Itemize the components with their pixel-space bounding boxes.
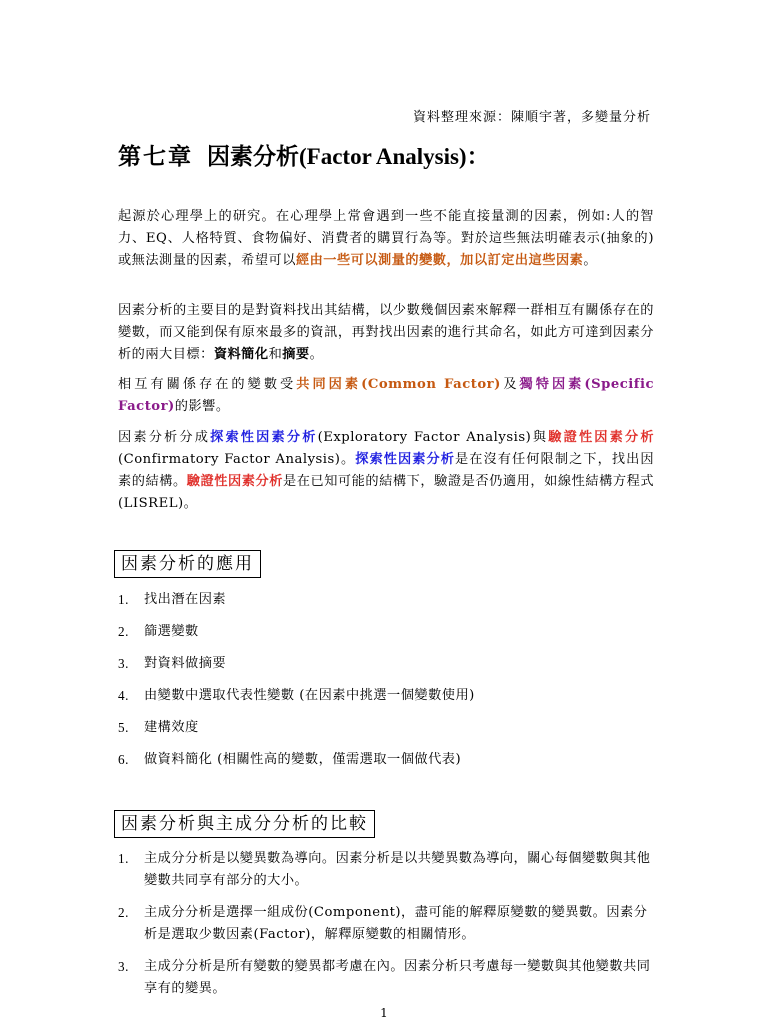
item-text: 找出潛在因素 xyxy=(144,592,227,607)
item-number: 3. xyxy=(118,656,129,671)
section-heading-comparison: 因素分析與主成分分析的比較 xyxy=(114,810,375,838)
list-item xyxy=(118,653,658,685)
text-run: 及 xyxy=(500,377,520,392)
common-factor-term: 共同因素(Common Factor) xyxy=(296,377,501,392)
chapter-title: 因素分析(Factor Analysis)： xyxy=(207,144,490,169)
specific-factor-term: 獨特因素(Specific Factor) xyxy=(118,377,654,414)
list-item xyxy=(118,685,658,717)
list-item xyxy=(118,717,658,749)
item-number: 1. xyxy=(118,592,129,607)
paragraph-factors xyxy=(118,374,654,418)
list-item xyxy=(118,956,658,1000)
paragraph-purpose xyxy=(118,300,654,366)
efa-term: 探索性因素分析 xyxy=(355,452,456,467)
keyword-simplify: 資料簡化 xyxy=(213,347,269,362)
item-number: 2. xyxy=(118,624,129,639)
item-text: 對資料做摘要 xyxy=(144,656,227,671)
cfa-term: 驗證性因素分析 xyxy=(548,430,655,445)
text-run: (Exploratory Factor Analysis)與 xyxy=(317,430,549,445)
item-text: 做資料簡化 (相關性高的變數，僅需選取一個做代表) xyxy=(144,752,462,767)
paragraph-origin xyxy=(118,206,654,272)
item-text: 篩選變數 xyxy=(144,624,199,639)
item-text: 建構效度 xyxy=(144,720,199,735)
text-run: 。 xyxy=(309,347,324,362)
item-number: 3. xyxy=(118,959,129,974)
source-note: 資料整理來源：陳順宇著，多變量分析 xyxy=(412,110,651,125)
applications-list xyxy=(118,589,658,781)
item-number: 5. xyxy=(118,720,129,735)
text-run: 是在沒有任何限制之下，找出因素的結構。 xyxy=(118,452,655,489)
efa-term: 探索性因素分析 xyxy=(210,430,318,445)
item-number: 1. xyxy=(118,851,129,866)
paragraph-types xyxy=(118,427,654,515)
text-run: 因素分析分成 xyxy=(118,430,211,445)
text-run: 的影響。 xyxy=(174,399,230,414)
text-run: 。 xyxy=(583,253,598,268)
text-run: (Confirmatory Factor Analysis)。 xyxy=(118,452,356,467)
text-run: 和 xyxy=(268,347,283,362)
section-heading-applications: 因素分析的應用 xyxy=(114,550,261,578)
list-item xyxy=(118,589,658,621)
page-number: 1 xyxy=(380,1006,388,1020)
list-item xyxy=(118,902,658,946)
item-text: 主成分分析是選擇一組成份(Component)，盡可能的解釋原變數的變異數。因素分析是選取少數因素(Factor)，解釋原變數的相關情形。 xyxy=(144,905,648,942)
list-item xyxy=(118,621,658,653)
item-text: 主成分分析是所有變數的變異都考慮在內。因素分析只考慮每一變數與其他變數共同享有的變異。 xyxy=(144,959,651,996)
highlight-text: 經由一些可以測量的變數，加以訂定出這些因素 xyxy=(295,253,584,268)
list-item xyxy=(118,749,658,781)
cfa-term: 驗證性因素分析 xyxy=(186,474,283,489)
chapter-heading xyxy=(118,138,490,171)
item-number: 6. xyxy=(118,752,129,767)
text-run: 起源於心理學上的研究。在心理學上常會遇到一些不能直接量測的因素，例如:人的智力、EQ、人格特質、食物偏好、消費者的購買行為等。對於這些無法明確表示(抽象的)或無法測量的因素，希望可以 xyxy=(118,209,654,268)
text-run: 相互有關係存在的變數受 xyxy=(118,377,297,392)
item-text: 主成分分析是以變異數為導向。因素分析是以共變異數為導向，關心每個變數與其他變數共同享有部分的大小。 xyxy=(144,851,651,888)
chapter-number: 第七章 xyxy=(118,144,193,169)
list-item xyxy=(118,848,658,892)
item-text: 由變數中選取代表性變數 (在因素中挑選一個變數使用) xyxy=(144,688,475,703)
comparison-list xyxy=(118,848,658,1010)
text-run: 是在已知可能的結構下，驗證是否仍適用，如線性結構方程式(LISREL)。 xyxy=(118,474,655,511)
text-run: 因素分析的主要目的是對資料找出其結構，以少數幾個因素來解釋一群相互有關係存在的變數，而又能到保有原來最多的資訊，再對找出因素的進行其命名，如此方可達到因素分析的兩大目標： xyxy=(118,303,654,362)
item-number: 4. xyxy=(118,688,129,703)
keyword-summary: 摘要 xyxy=(282,347,310,362)
item-number: 2. xyxy=(118,905,129,920)
